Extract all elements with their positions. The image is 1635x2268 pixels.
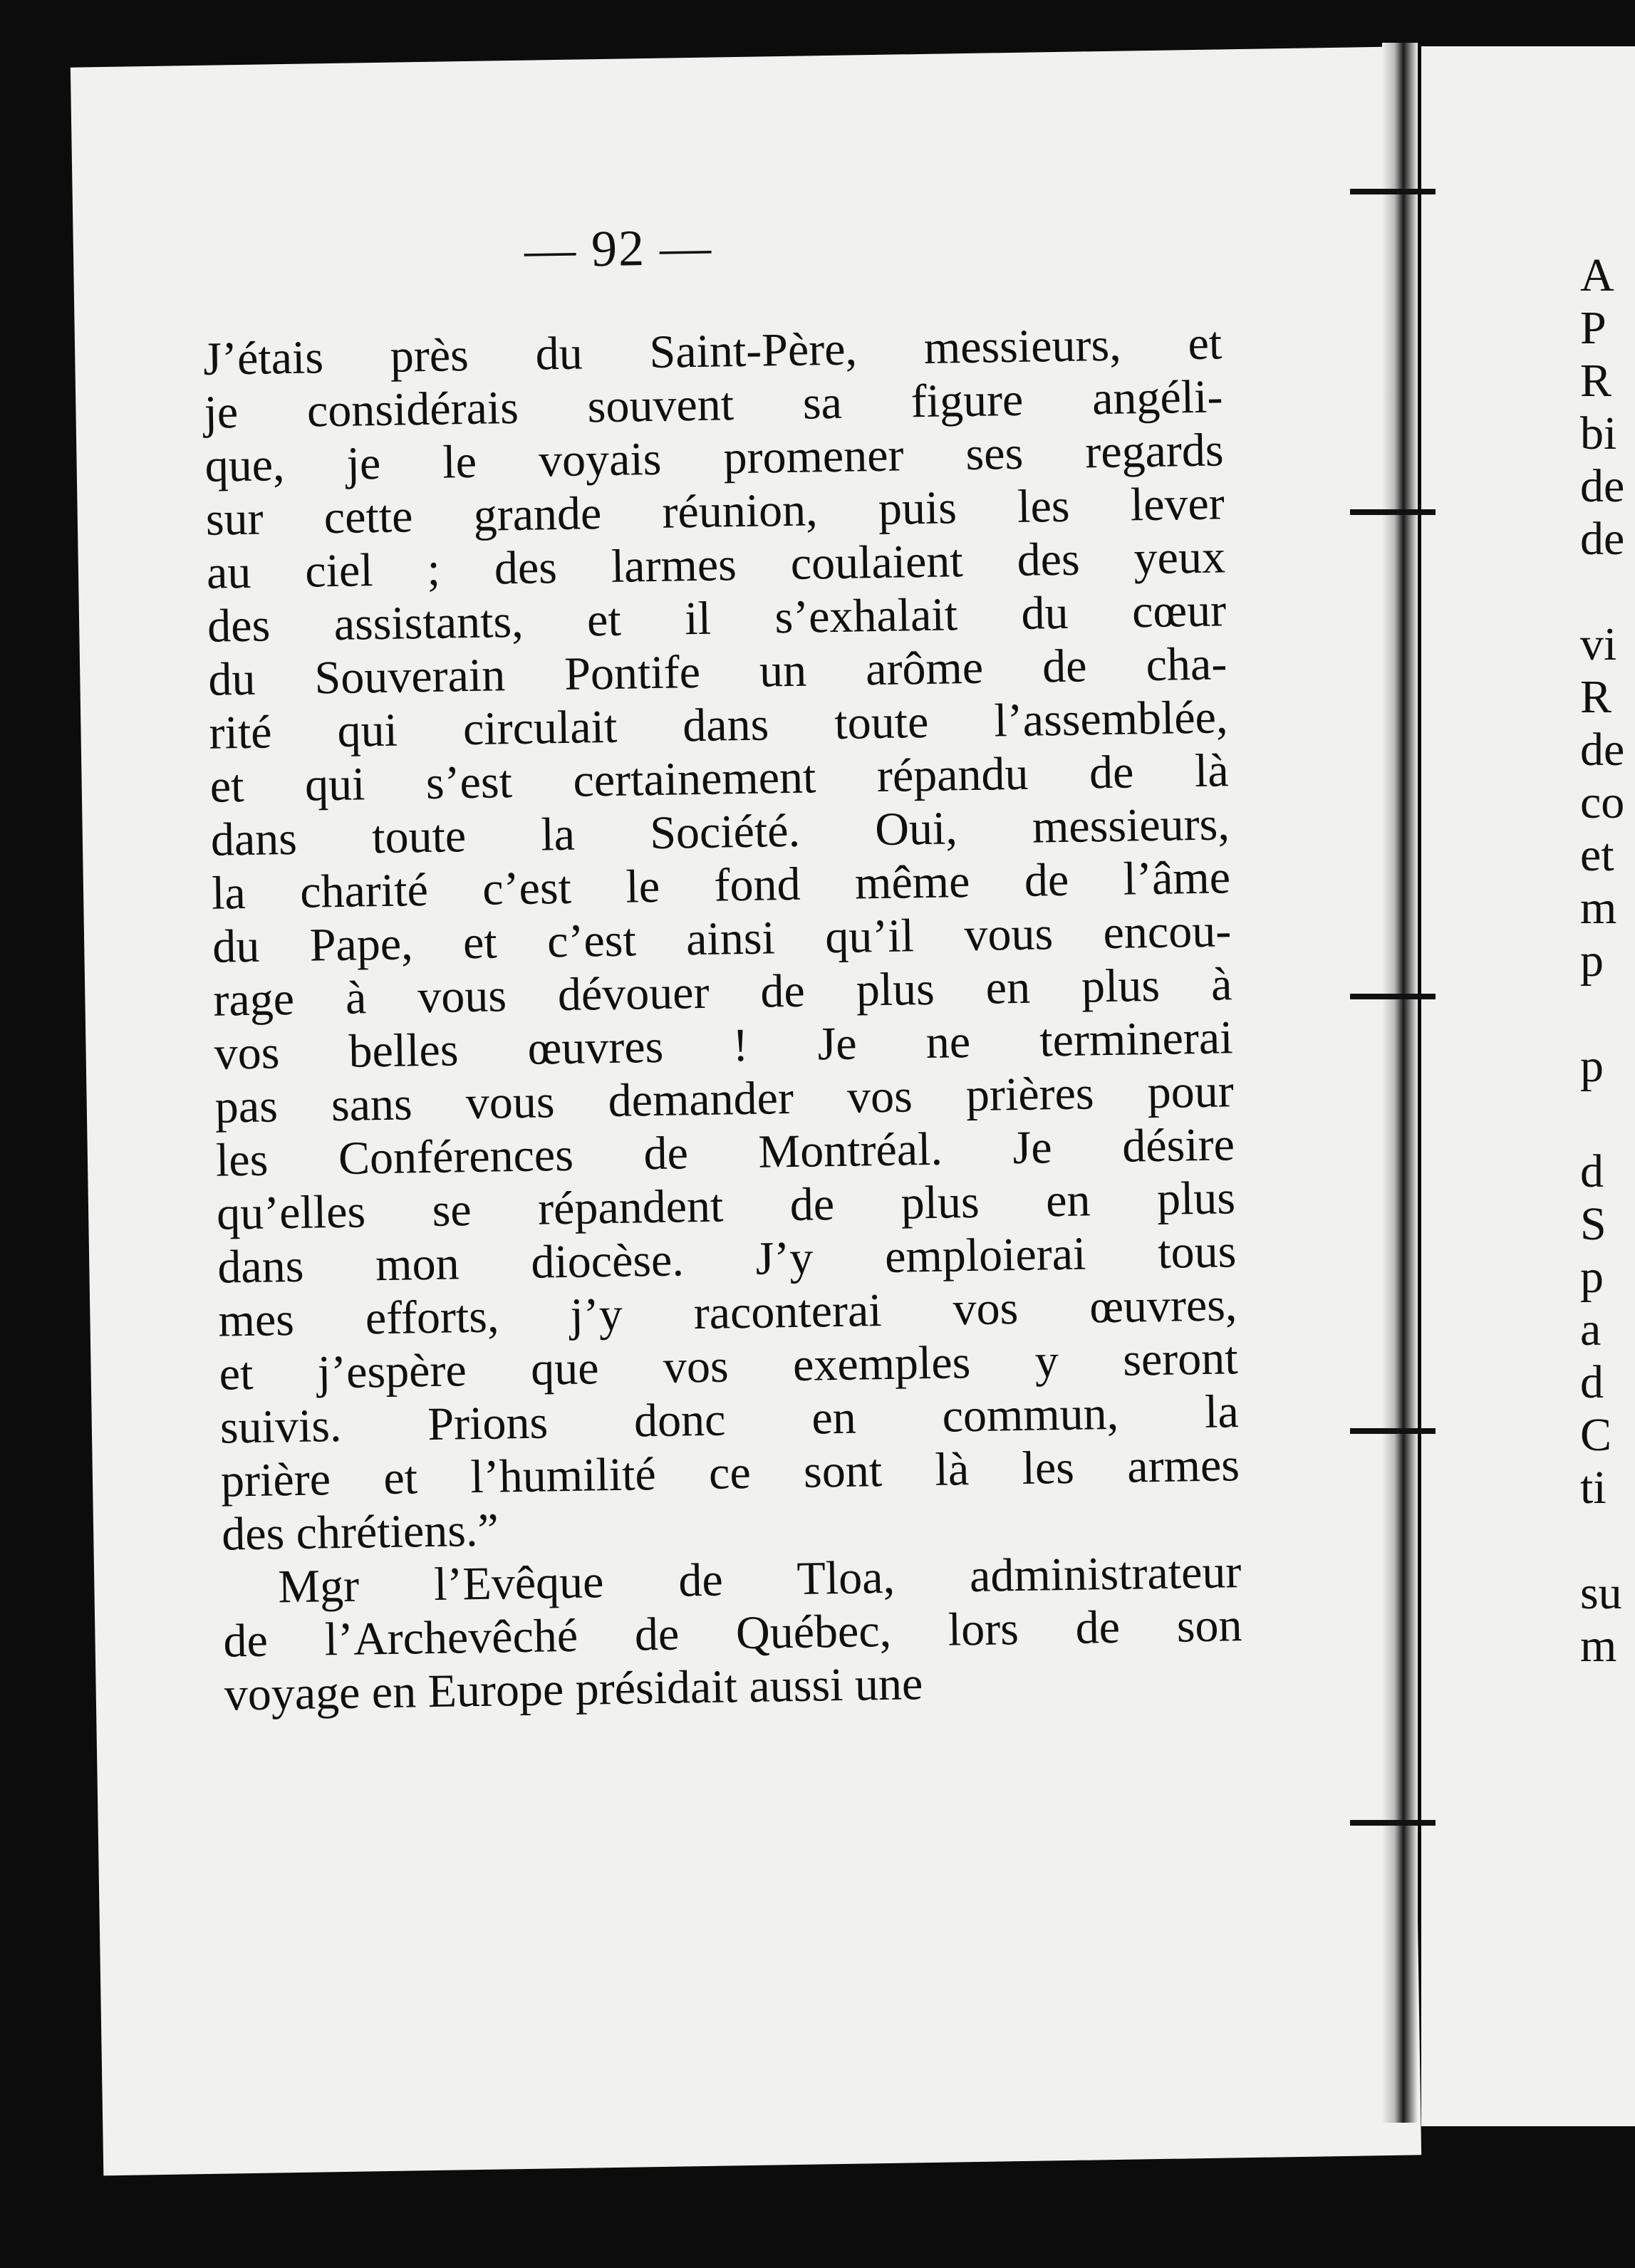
text-line: qu’elles se répandent de plus en plus	[216, 1172, 1236, 1240]
facing-page-fragment: C	[1580, 1409, 1612, 1461]
text-line: rité qui circulait dans toute l’assemblée,	[208, 691, 1228, 759]
gutter-stitch-mark	[1350, 509, 1436, 515]
facing-page-fragment	[1580, 566, 1624, 618]
text-line: prière et l’humilité ce sont là les armes	[220, 1439, 1240, 1507]
text-line: mes efforts, j’y raconterai vos œuvres,	[217, 1279, 1237, 1347]
text-line: et qui s’est certainement répandu de là	[209, 744, 1230, 813]
facing-page-fragment	[1580, 987, 1624, 1040]
facing-page-fragment: bi	[1580, 407, 1617, 459]
text-line: du Souverain Pontife un arôme de cha-	[207, 638, 1227, 706]
text-line: les Conférences de Montréal. Je désire	[215, 1118, 1235, 1187]
facing-page-fragment	[1580, 1093, 1624, 1145]
page-gutter	[1382, 43, 1418, 2123]
facing-page-fragment: de	[1580, 460, 1625, 512]
facing-page-fragment: su	[1580, 1567, 1622, 1619]
text-line: vos belles œuvres ! Je ne terminerai	[214, 1011, 1234, 1080]
facing-page-fragment: de	[1580, 724, 1625, 776]
book-page	[71, 47, 1421, 2176]
facing-page-fragment: m	[1580, 1620, 1617, 1672]
text-line: au ciel ; des larmes coulaient des yeux	[206, 531, 1226, 599]
text-line: voyage en Europe présidait aussi une	[224, 1658, 923, 1721]
facing-page-fragment: vi	[1580, 618, 1617, 670]
facing-page-fragment: et	[1580, 829, 1614, 881]
facing-page-fragment: co	[1580, 776, 1625, 828]
page-number: — 92 —	[524, 218, 713, 279]
gutter-stitch-mark	[1350, 189, 1436, 194]
gutter-stitch-mark	[1350, 994, 1436, 999]
text-line: et j’espère que vos exemples y seront	[219, 1332, 1239, 1400]
facing-page-fragment: d	[1580, 1356, 1604, 1408]
facing-page-fragment: P	[1580, 302, 1607, 354]
text-line: dans toute la Société. Oui, messieurs,	[210, 798, 1230, 866]
body-text	[203, 316, 1243, 1721]
text-line: la charité c’est le fond même de l’âme	[211, 851, 1231, 920]
text-line: dans mon diocèse. J’y emploierai tous	[217, 1225, 1237, 1294]
facing-page-fragment: p	[1580, 935, 1604, 987]
text-line: Mgr l’Evêque de Tloa, administrateur	[277, 1546, 1242, 1613]
text-line: rage à vous dévouer de plus en plus à	[212, 958, 1232, 1026]
text-line: de l’Archevêché de Québec, lors de son	[223, 1599, 1242, 1668]
text-line: suivis. Prions donc en commun, la	[219, 1385, 1240, 1454]
facing-page-fragment: R	[1580, 671, 1612, 723]
facing-page-fragment: d	[1580, 1145, 1604, 1197]
text-line: pas sans vous demander vos prières pour	[214, 1065, 1235, 1133]
facing-page-fragment	[1580, 1514, 1624, 1567]
facing-page-fragment: p	[1580, 1251, 1604, 1303]
text-line: J’étais près du Saint-Père, messieurs, et	[202, 317, 1223, 385]
gutter-stitch-mark	[1350, 1820, 1436, 1826]
facing-page-fragment: A	[1580, 249, 1614, 301]
facing-page-fragment: S	[1580, 1198, 1607, 1250]
facing-page-fragment: ti	[1580, 1462, 1607, 1514]
text-line: des assistants, et il s’exhalait du cœur	[207, 584, 1227, 652]
facing-page-text-fragments	[1580, 249, 1624, 1673]
facing-page-fragment: de	[1580, 513, 1625, 565]
text-line: du Pape, et c’est ainsi qu’il vous encou-	[212, 905, 1232, 973]
gutter-stitch-mark	[1350, 1428, 1436, 1434]
text-line: je considérais souvent sa figure angéli-	[203, 370, 1223, 439]
facing-page-fragment: p	[1580, 1040, 1604, 1092]
facing-page-fragment: m	[1580, 882, 1617, 934]
text-line: que, je le voyais promener ses regards	[204, 424, 1225, 492]
facing-page-fragment: R	[1580, 355, 1612, 407]
text-line: sur cette grande réunion, puis les lever	[205, 477, 1225, 546]
facing-page-fragment: a	[1580, 1304, 1602, 1356]
text-line: des chrétiens.”	[221, 1504, 499, 1561]
